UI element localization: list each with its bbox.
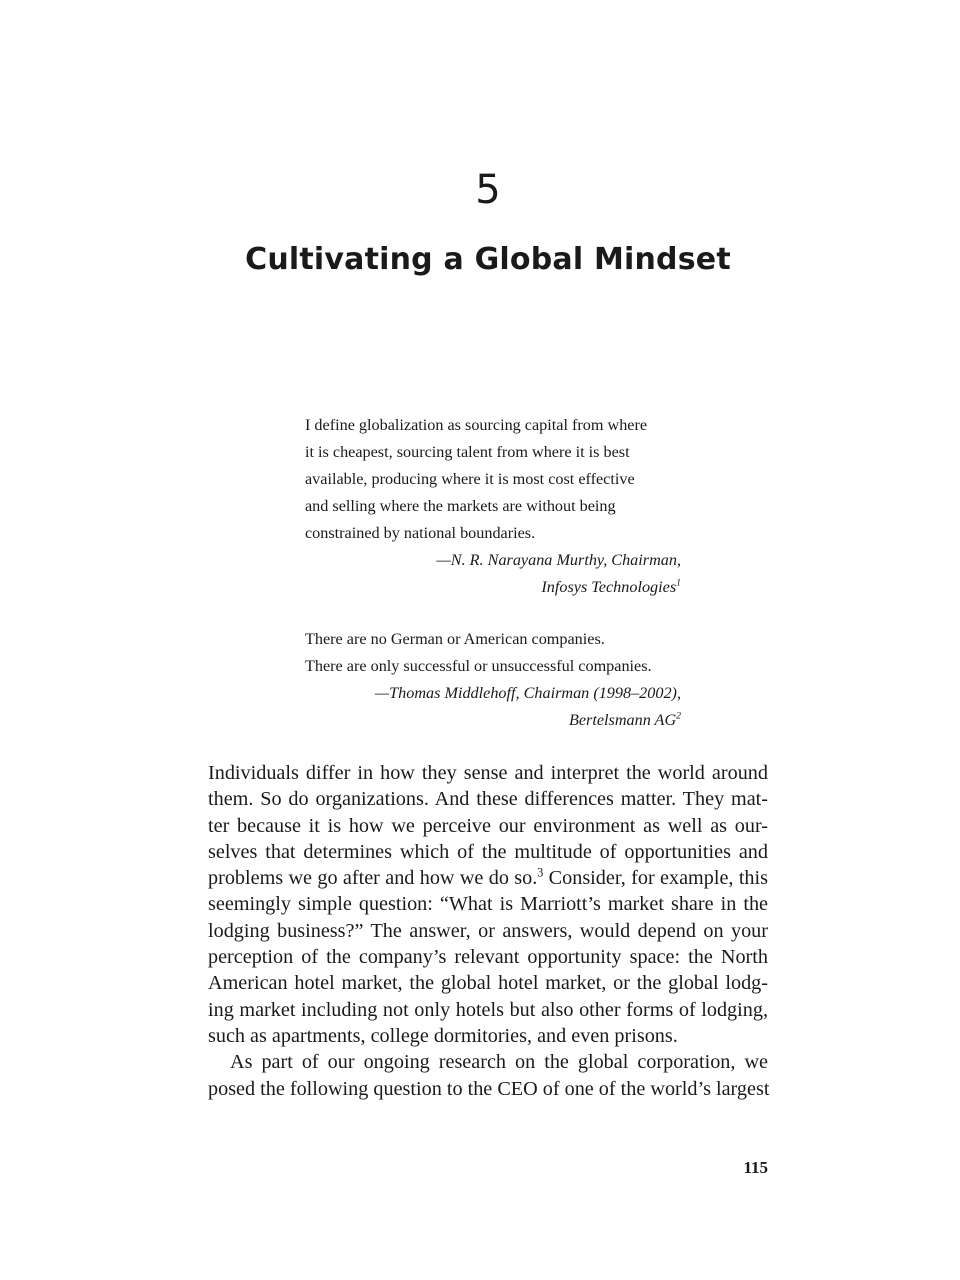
epigraph-line: I define globalization as sourcing capital from where [305, 416, 648, 434]
body-line: American hotel market, the global hotel market, or the global lodg- [208, 972, 768, 995]
body-line: ter because it is how we perceive our environment as well as our- [208, 814, 768, 837]
page-number: 115 [743, 1158, 768, 1177]
body-line: ing market including not only hotels but also other forms of lodging, [208, 998, 768, 1021]
body-line-segment: Consider, for example, this [543, 867, 768, 890]
epigraph-line: and selling where the markets are without being [305, 497, 616, 515]
body-line: them. So do organizations. And these differences matter. They mat- [208, 788, 768, 811]
epigraph-line: available, producing where it is most cost effective [305, 470, 635, 488]
epigraph-attribution-org [305, 574, 683, 601]
epigraph-line: constrained by national boundaries. [305, 524, 536, 542]
footnote-marker: 2 [676, 710, 681, 722]
epigraph-murthy [305, 412, 683, 601]
epigraph-attribution: —Thomas Middlehoff, Chairman (1998–2002), [374, 684, 681, 702]
body-line [208, 865, 768, 891]
body-line-segment: problems we go after and how we do so. [208, 867, 538, 890]
footnote-marker: 3 [537, 865, 544, 880]
epigraph-line: it is cheapest, sourcing talent from where it is best [305, 443, 630, 461]
epigraph-middlehoff [305, 626, 683, 734]
body-line: posed the following question to the CEO of one of the world’s largest [208, 1077, 770, 1100]
body-text [208, 760, 768, 1102]
body-line: Individuals differ in how they sense and interpret the world around [208, 762, 768, 784]
epigraph-attribution-org [305, 707, 683, 734]
body-line: seemingly simple question: “What is Marriott’s market share in the [208, 893, 768, 916]
body-line: As part of our ongoing research on the global corporation, we [230, 1051, 768, 1074]
attribution-org-text: Infosys Technologies [541, 578, 677, 596]
footnote-marker: 1 [676, 577, 681, 589]
body-line: lodging business?” The answer, or answers, would depend on your [208, 919, 768, 942]
body-line: selves that determines which of the multitude of opportunities and [208, 840, 768, 863]
epigraph-line: There are only successful or unsuccessful companies. [305, 657, 652, 675]
attribution-org-text: Bertelsmann AG [568, 711, 677, 729]
epigraph-attribution: —N. R. Narayana Murthy, Chairman, [436, 551, 681, 569]
epigraph-line: There are no German or American companies. [305, 630, 605, 648]
chapter-title: Cultivating a Global Mindset [245, 242, 731, 277]
body-line: perception of the company’s relevant opportunity space: the North [208, 946, 768, 969]
body-line: such as apartments, college dormitories, and even prisons. [208, 1024, 678, 1047]
chapter-number: 5 [475, 167, 501, 213]
